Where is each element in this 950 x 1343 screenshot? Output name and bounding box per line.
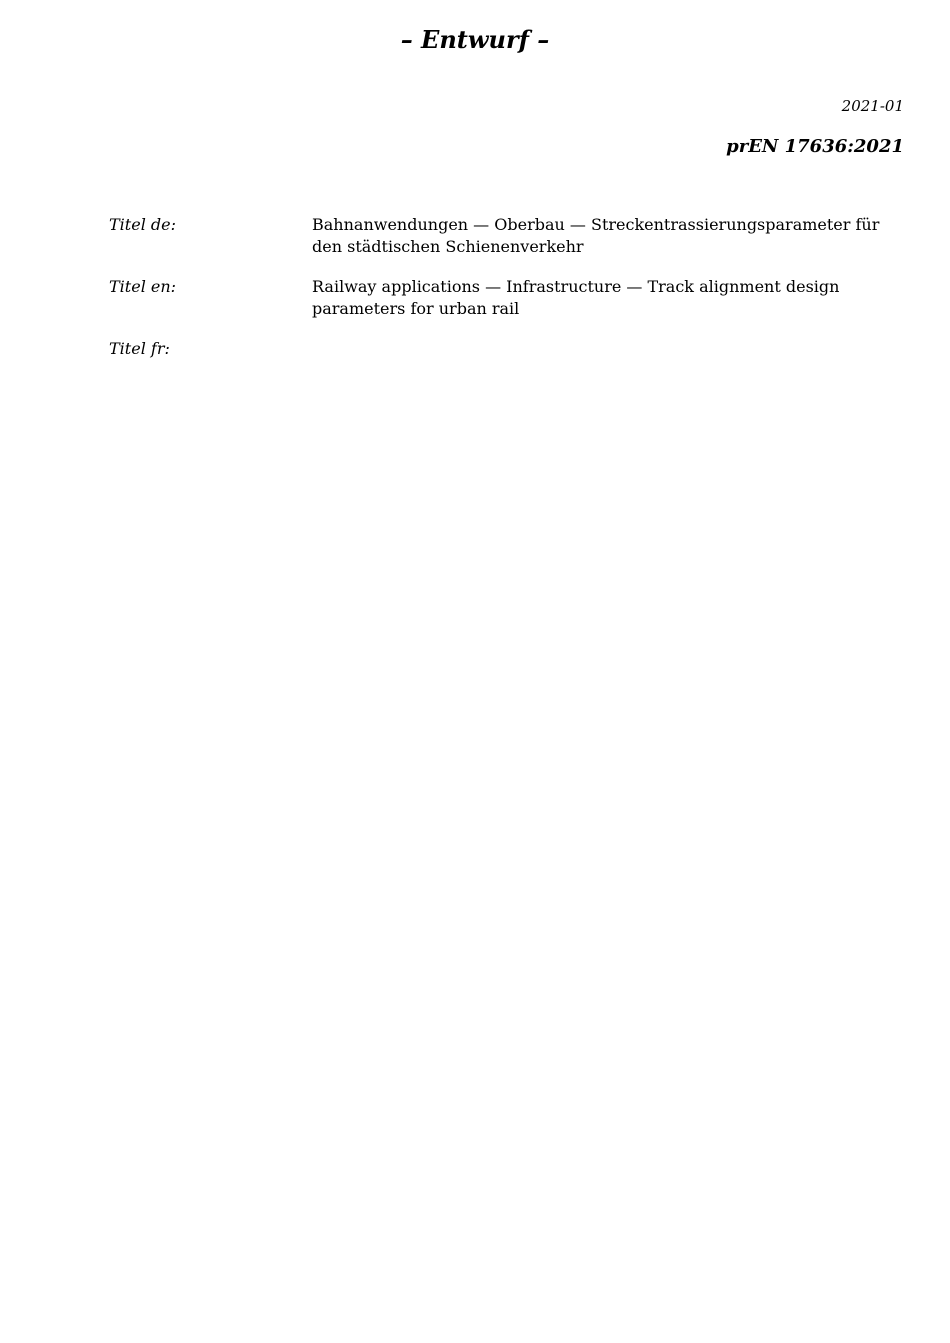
title-row-de <box>109 214 904 258</box>
title-label-de: Titel de: <box>109 215 176 234</box>
title-value-en: Railway applications — Infrastructure — Track alignment design parameters for urban rail <box>312 277 840 318</box>
title-row-fr <box>109 338 904 360</box>
document-number: prEN 17636:2021 <box>726 136 904 157</box>
title-value-fr <box>312 338 904 360</box>
title-label-fr: Titel fr: <box>109 339 170 358</box>
title-row-en <box>109 276 904 320</box>
title-label-en: Titel en: <box>109 277 177 296</box>
draft-heading: – Entwurf – <box>400 25 550 54</box>
title-value-de: Bahnanwendungen — Oberbau — Streckentrassierungsparameter für den städtischen Schienenverkehr <box>312 215 880 256</box>
document-date: 2021-01 <box>841 97 904 115</box>
title-block <box>109 214 904 378</box>
